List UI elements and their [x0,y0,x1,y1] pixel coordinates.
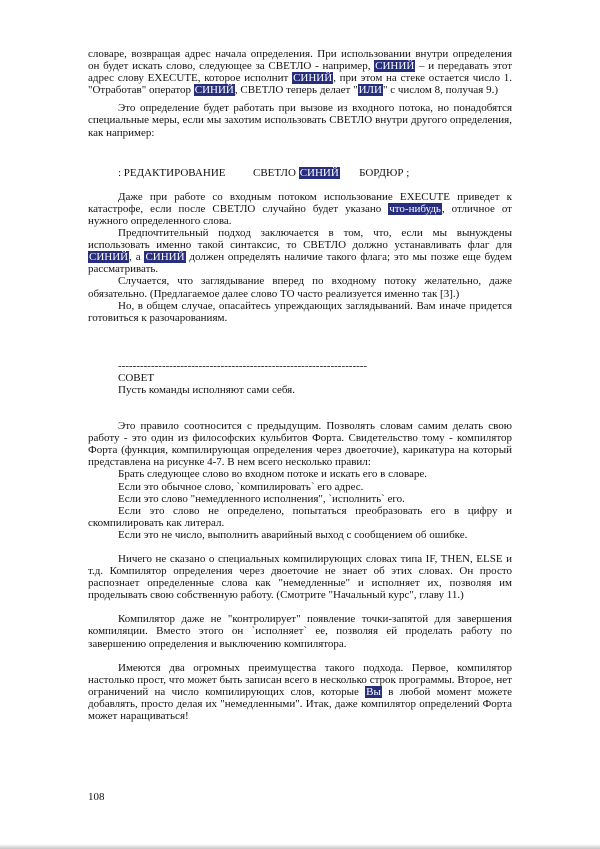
page-number: 108 [88,791,105,803]
text-segment: , при этом на стеке остается число 1. "Отработав" оператор [88,72,512,97]
text-segment: Случается, что заглядывание вперед по входному потоку желательно, даже обязательно. (Предлагаемое далее слово ТО часто реализуется именно так [3].) [88,275,512,300]
text-segment: Если это слово "немедленного исполнения", `исполнить` его. [118,492,405,505]
paragraph [88,191,512,227]
compiler-rule [88,468,512,480]
paragraph [88,662,512,722]
paragraph [88,227,512,275]
compiler-rule [88,505,512,529]
highlighted-word: СИНИЙ [89,251,129,264]
text-segment: , а [129,251,145,264]
text-segment: Даже при работе со входным потоком использование EXECUTE приведет к катастрофе, если после СВЕТЛО случайно будет указано [88,190,512,215]
text-segment: словаре, возвращая адрес начала определения. При использовании внутри определения он будет искать слово, следующее за СВЕТЛО - например, [88,48,512,73]
text-segment: Ничего не сказано о специальных компилирующих словах типа IF, THEN, ELSE и т.д. Компилятор определения через двоеточие не знает об этих словах. Он просто распознает определенные слова как "немедленные" и исполняет их, позволяя им проделывать свою собственную работу. (Смотрите "Начальный курс", главу 11.) [88,553,512,602]
text-segment: СОВЕТ [118,371,155,384]
text-segment: – и передавать этот адрес слову EXECUTE, которое исполнит [88,60,513,85]
text-segment: , СВЕТЛО теперь делает " [234,84,358,97]
tip-text [88,384,512,396]
highlighted-word: СИНИЙ [145,251,185,264]
paragraph [88,553,512,601]
text-segment: " с числом 8, получая 9.) [382,84,499,97]
text-segment: Компилятор даже не "контролирует" появление точки-запятой для завершения компиляции. Вместо этого он `исполняет` ее, позволяя ей проделать работу по завершению определения и выключению компилятора. [88,613,512,650]
compiler-rule [88,493,512,505]
compiler-rule [88,529,512,541]
tip-heading [88,372,512,384]
paragraph [88,420,512,468]
code-line [88,167,512,179]
text-segment: Если это обычное слово, `компилировать` его адрес. [118,480,364,493]
text-segment: Если это слово не определено, попытаться преобразовать его в цифру и скомпилировать как литерал. [88,504,512,529]
highlighted-word: СИНИЙ [299,166,339,179]
text-segment: Имеются два огромных преимущества такого подхода. Первое, компилятор настолько прост, что может быть записан всего в несколько строк программы. Второе, нет ограничений на число компилирующих слов, которые [88,661,512,698]
text-segment: Это правило соотносится с предыдущим. Позволять словам самим делать свою работу - это один из философских кульбитов Форта. Свидетельство тому - компилятор Форта (функция, компилирующая определения через двоеточие), карикатура на который представлена на рисунке 4-7. В нем всего несколько правил: [88,420,512,469]
paragraph [88,102,512,138]
text-segment: Предпочтительный подход заключается в том, что, если мы вынуждены использовать именно такой синтаксис, то СВЕТЛО должно устанавливать флаг для [88,227,512,252]
highlighted-word: что-нибудь [389,202,441,215]
text-segment: в любой момент можете добавлять, просто делая их "немедленными". Итак, даже компилятор определений Форта может наращиваться! [88,685,513,723]
text-segment: Но, в общем случае, опасайтесь упреждающих заглядываний. Вам иначе придется готовиться к разочарованиям. [88,299,512,324]
text-segment: -------------------------------------------------------------------- [118,359,368,372]
paragraph [88,275,512,299]
highlighted-word: СИНИЙ [293,72,333,85]
text-segment: Это определение будет работать при вызове из входного потока, но понадобятся специальные меры, если мы захотим использовать СВЕТЛО внутри другого определения, как например: [88,102,512,139]
text-segment: Пусть команды исполняют сами себя. [118,383,295,396]
text-segment: : РЕДАКТИРОВАНИЕ СВЕТЛО [118,166,299,179]
page-bottom-shadow [0,844,600,849]
highlighted-word: СИНИЙ [375,60,415,73]
paragraph [88,300,512,324]
highlighted-word: СИНИЙ [194,84,234,97]
page-content [88,48,512,722]
paragraph [88,613,512,649]
text-segment: Если это не число, выполнить аварийный выход с сообщением об ошибке. [118,528,468,541]
highlighted-word: Вы [366,685,381,698]
highlighted-word: ИЛИ [358,84,382,97]
tip-divider [88,360,512,372]
text-segment: БОРДЮР ; [339,166,410,179]
paragraph [88,48,512,96]
text-segment: должен определять наличие такого флага; это мы позже еще будем рассматривать. [88,251,512,276]
compiler-rule [88,481,512,493]
text-segment: , отличное от нужного определенного слова. [88,202,512,227]
text-segment: Брать следующее слово во входном потоке и искать его в словаре. [118,468,428,481]
